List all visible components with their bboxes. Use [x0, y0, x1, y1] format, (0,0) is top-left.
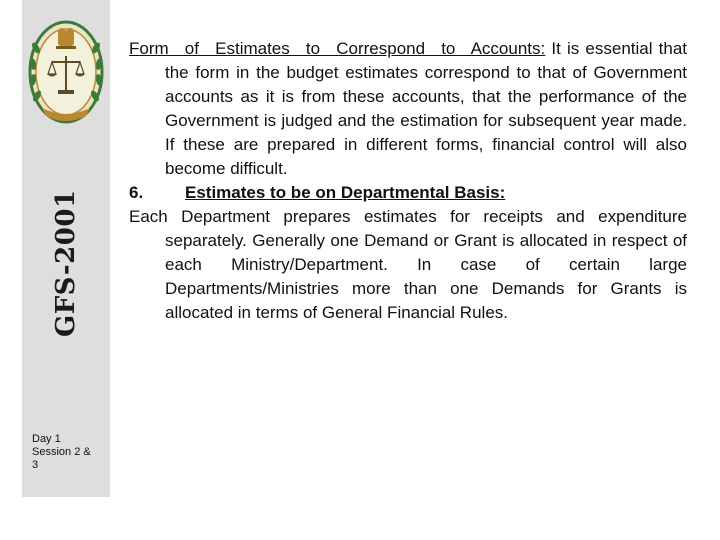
paragraph-departmental-basis [129, 205, 687, 325]
paragraph-body: Each Department prepares estimates for receipts and expenditure separately. Generally one Demand or Grant is allocated in respect of each Ministry/Department. In case of certain large Departments/Ministries more than one Demands for Grants is allocated in terms of General Financial Rules. [129, 207, 687, 322]
main-content [129, 37, 687, 325]
government-seal-emblem [24, 8, 108, 134]
section-heading [129, 181, 687, 205]
section-title: Estimates to be on Departmental Basis: [185, 183, 506, 202]
session-line-day: Day 1 [32, 433, 61, 445]
left-sidebar [22, 0, 110, 497]
session-line-session: Session 2 & [32, 446, 91, 458]
vertical-title: GFS-2001 [51, 189, 81, 337]
session-line-number: 3 [32, 459, 39, 471]
paragraph-form-of-estimates [129, 37, 687, 181]
paragraph-heading: Form of Estimates to Correspond to Accounts: [129, 39, 546, 58]
session-note [32, 433, 106, 472]
section-number: 6. [129, 183, 144, 202]
paragraph-body: It is essential that the form in the budget estimates correspond to that of Government accounts as it is from these accounts, that the performance of the Government is judged and the estimation for subsequent year made. If these are prepared in different forms, financial control will also become difficult. [165, 39, 687, 178]
